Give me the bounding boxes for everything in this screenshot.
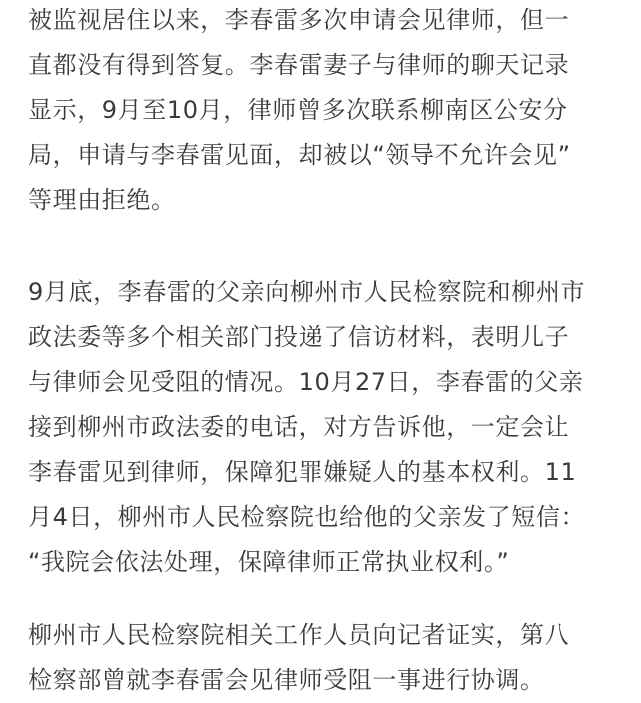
text-line: 接到柳州市政法委的电话，对方告诉他，一定会让: [28, 413, 570, 441]
text-line: “我院会依法处理，保障律师正常执业权利。”: [28, 548, 510, 576]
paragraph-2: [28, 270, 585, 585]
text-line: 月4日，柳州市人民检察院也给他的父亲发了短信：: [28, 503, 586, 531]
text-line: 政法委等多个相关部门投递了信访材料，表明儿子: [28, 323, 570, 351]
text-line: 局，申请与李春雷见面，却被以“领导不允许会见”: [28, 141, 571, 169]
text-line: 等理由拒绝。: [28, 186, 176, 214]
text-line: 李春雷见到律师，保障犯罪嫌疑人的基本权利。11: [28, 458, 577, 486]
text-line: 9月底，李春雷的父亲向柳州市人民检察院和柳州市: [28, 278, 586, 306]
text-line: 与律师会见受阻的情况。10月27日，李春雷的父亲: [28, 368, 584, 396]
text-line: 柳州市人民检察院相关工作人员向记者证实，第八: [28, 621, 570, 649]
text-line: 被监视居住以来，李春雷多次申请会见律师，但一: [28, 6, 570, 34]
paragraph-3: [28, 613, 569, 703]
text-line: 显示，9月至10月，律师曾多次联系柳南区公安分: [28, 96, 568, 124]
text-line: 直都没有得到答复。李春雷妻子与律师的聊天记录: [28, 51, 570, 79]
text-line: 检察部曾就李春雷会见律师受阻一事进行协调。: [28, 666, 545, 694]
paragraph-1: [28, 0, 571, 223]
